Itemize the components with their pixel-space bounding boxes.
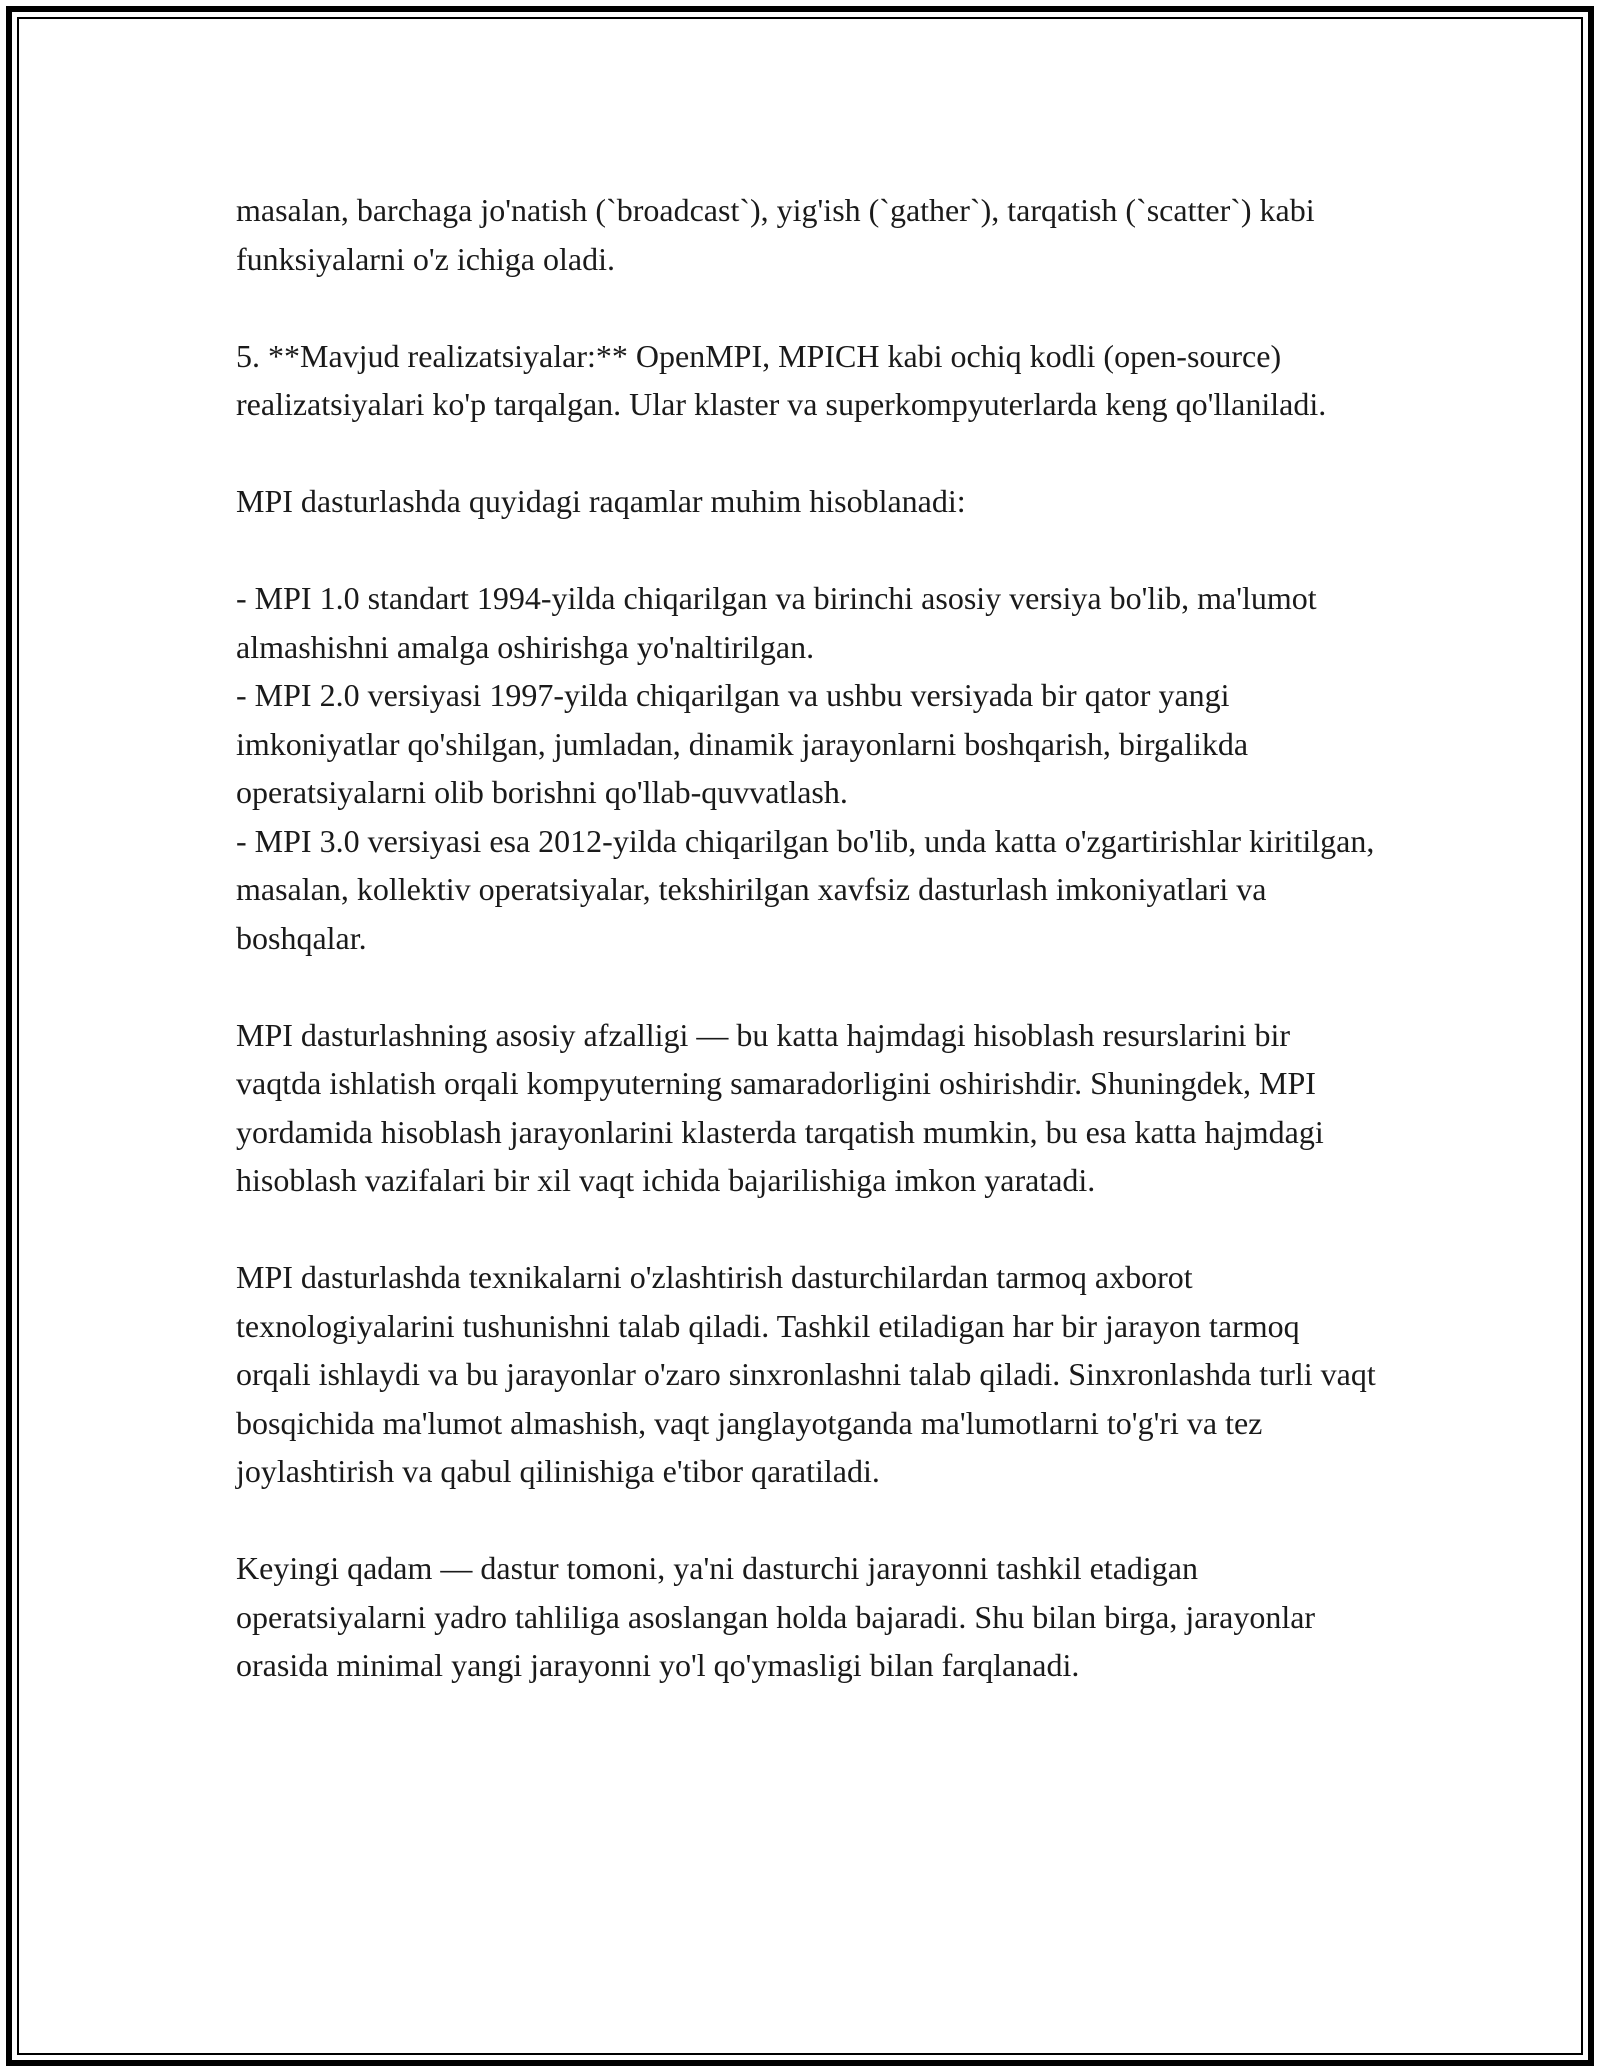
paragraph-advantages: MPI dasturlashning asosiy afzalligi — bu katta hajmdagi hisoblash resurslarini bir vaqtda ishlatish orqali kompyuterning samaradorligini oshirishdir. Shuningdek, MPI yordamida hisoblash jarayonlarini klasterda tarqatish mumkin, bu esa katta hajmdagi hisoblash vazifalari bir xil vaqt ichida bajarilishiga imkon yaratadi. — [236, 1016, 1324, 1198]
paragraph-collective-functions: masalan, barchaga jo'natish (`broadcast`), yig'ish (`gather`), tarqatish (`scatter`) kabi funksiyalarni o'z ichiga oladi. — [236, 192, 1315, 277]
document-body — [236, 186, 1376, 1690]
list-item-mpi-3: - MPI 3.0 versiyasi esa 2012-yilda chiqarilgan bo'lib, unda katta o'zgartirishlar kiritilgan, masalan, kollektiv operatsiyalar, tekshirilgan xavfsiz dasturlash imkoniyatlari va boshqalar. — [236, 822, 1375, 956]
paragraph-versions-intro: MPI dasturlashda quyidagi raqamlar muhim hisoblanadi: — [236, 483, 966, 519]
paragraph-techniques: MPI dasturlashda texnikalarni o'zlashtirish dasturchilardan tarmoq axborot texnologiyalarini tushunishni talab qiladi. Tashkil etiladigan har bir jarayon tarmoq orqali ishlaydi va bu jarayonlar o'zaro sinxronlashni talab qiladi. Sinxronlashda turli vaqt bosqichida ma'lumot almashish, vaqt janglayotganda ma'lumotlarni to'g'ri va tez joylashtirish va qabul qilinishiga e'tibor qaratiladi. — [236, 1259, 1376, 1489]
paragraph-next-step: Keyingi qadam — dastur tomoni, ya'ni dasturchi jarayonni tashkil etadigan operatsiyalarni yadro tahliliga asoslangan holda bajaradi. Shu bilan birga, jarayonlar orasida minimal yangi jarayonni yo'l qo'ymasligi bilan farqlanadi. — [236, 1550, 1316, 1683]
list-item-mpi-1: - MPI 1.0 standart 1994-yilda chiqarilgan va birinchi asosiy versiya bo'lib, ma'lumot almashishni amalga oshirishga yo'naltirilgan. — [236, 580, 1317, 665]
paragraph-implementations: 5. **Mavjud realizatsiyalar:** OpenMPI, MPICH kabi ochiq kodli (open-source) realizatsiyalari ko'p tarqalgan. Ular klaster va superkompyuterlarda keng qo'llaniladi. — [236, 337, 1327, 422]
list-item-mpi-2: - MPI 2.0 versiyasi 1997-yilda chiqarilgan va ushbu versiyada bir qator yangi imkoniyatlar qo'shilgan, jumladan, dinamik jarayonlarni boshqarish, birgalikda operatsiyalarni olib borishni qo'llab-quvvatlash. — [236, 677, 1249, 810]
versions-list — [236, 574, 1376, 962]
